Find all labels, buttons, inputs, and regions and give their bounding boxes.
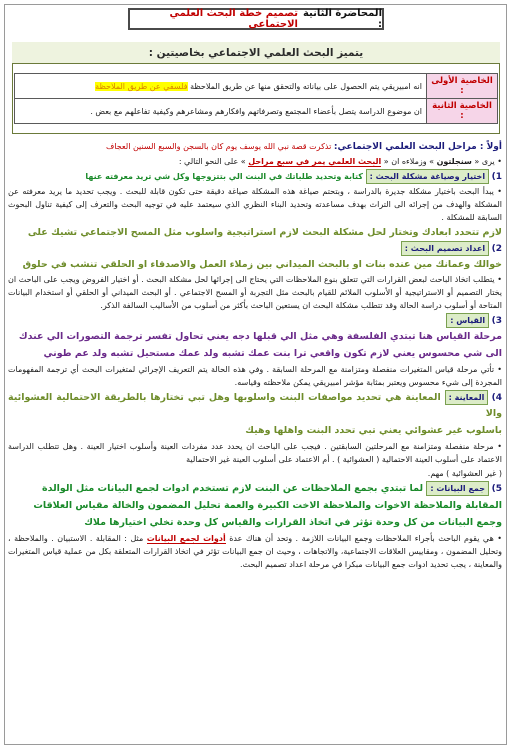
stage4-number: 4) (491, 393, 502, 403)
stages-intro-b: » وزملاءه ان « (381, 157, 437, 166)
stage5-text-emphasis: أدوات لجمع البيانات (146, 534, 226, 543)
stage1-text: • يبدأ البحث باختيار مشكلة جديرة بالدراسة ، وبتحتم صياغة هذه المشكلة صياغة دقيقة حتى تكون قابلة للبحث . ويجب تحديد ما يريد معرفته عن المشكلة والهدف من إجرائه الى التراث بهدف مساعدته وتحديد البناء النظري الذي سيعتمد عليه في توجيه البحث والتعرف إلى كيفية تناول البحوث السابقة للمشكلة . (8, 185, 502, 224)
stage4-overlay-1: المعاينة هي تحديد مواصفات البنت واسلوبها وهل تبي تختارها بالطريقة الاحتمالية العشوائية والا (8, 392, 502, 419)
stage2-number: 2) (491, 244, 502, 254)
stage3-overlay-2: الى شي محسوس يعني لازم تكون واقعي ترا بنت عمك تشبه ولد عمك مستحيل تشبه ولد عم طوني (43, 348, 502, 359)
stage1-number: 1) (491, 172, 502, 182)
stage5-overlay-1: لما تبتدي بجمع الملاحظات عن البنت لازم تستخدم ادوات لجمع البيانات مثل الوالدة (41, 483, 427, 494)
stages-heading: أولاً : مراحل البحث العلمي الاجتماعي: (333, 142, 502, 152)
stage3-number: 3) (491, 316, 502, 326)
stage2-text: • يتطلب اتخاذ الباحث لبعض القرارات التي تتعلق بنوع الملاحظات التي يحتاج الى إجرائها لحل مشكلة البحث . أو اختيار الفروض ويجب على الباحث ان يختار التصميم أو الاستراتيجية أو الأسلوب الملائم للقيام بالبحث مثل التجربة أو المسح الاجتماعي . أو البحث الميداني أو الحلقي أو استخدام البيانات المتاحة أو أسلوب دراسة الحالة وقد تتطلب مشكلة البحث ان يستعين الباحث بأكثر من أسلوب من الأساليب السالفة الذكر. (8, 273, 502, 312)
properties-table (14, 73, 498, 124)
stages-intro-a: يرى « (471, 157, 495, 166)
stage4-overlay-2: باسلوب غير عشوائي يعني تبي تحدد البنت واهلها وهيك (245, 425, 502, 436)
stage1-heading-line (8, 169, 502, 184)
stages-intro-c: » على النحو التالي : (178, 157, 249, 166)
stage3-overlay-1: مرحلة القياس هنا تبتدي الفلسفة وهي مثل الي قبلها دجه يعني تحاول تفسر ترجمة التصورات الي عندك (18, 331, 502, 342)
property-label-second: الخاصية الثانية : (427, 99, 498, 124)
property-row-second (15, 99, 498, 124)
property-text-first-a: انه امبيريقي يتم الحصول على بياناته والتحقق منها عن طريق الملاحظة (187, 81, 422, 91)
lecture-subject: تصميم خطة البحث العلمي الاجتماعي (169, 8, 298, 30)
stage5-heading-line (8, 481, 502, 497)
property-row-first (15, 74, 498, 99)
stage3-title: القياس : (446, 313, 489, 328)
stage3-heading-line (8, 313, 502, 328)
stage4-text-1: • مرحلة منفصلة ومتزامنة مع المرحلتين السابقتين . فيجب على الباحث ان يحدد عدد مفردات العينة وأسلوب اختيار العينة . وهل تتطلب الدراسة الاعتماد على أسلوب العينة الاحتمالية ( العشوائية ) . أم الاعتماد على أسلوب العينة غير الاحتمالية (8, 440, 502, 466)
properties-heading: يتميز البحث العلمي الاجتماعي بخاصيتين : (12, 42, 500, 64)
stage5-overlay-3: وجمع البيانات من كل وحدة تؤثر في اتخاذ القرارات والقياس كل وحدة تخلي اختيارها ملاك (84, 517, 502, 528)
stage5-number: 5) (491, 484, 502, 494)
stage4-text-2: ( غير العشوائية ) مهم. (427, 469, 502, 478)
stage1-title: اختيار وصياغة مشكلة البحث : (366, 169, 489, 184)
property-text-first-b: فلسفي عن طريق الملاحظة (95, 81, 188, 91)
stage5-text-a: هي يقوم الباحث بأجراء الملاحظات وجمع البيانات اللازمة . وتحد أن هناك عدة (225, 534, 494, 543)
property-label-first: الخاصية الأولى : (427, 74, 498, 99)
stages-note: تذكرت قصة نبي الله يوسف يوم كان بالسجن والسبع السنين العجاف (106, 142, 334, 151)
stages-heading-line (8, 140, 502, 154)
body-text (8, 140, 502, 744)
property-text-first (15, 74, 427, 99)
stages-intro-emphasis: البحث العلمي يمر في سبع مراحل (248, 157, 382, 166)
stage5-overlay-2: المقابلة والملاحظة الاخوات والملاحظة الاخت الكبيرة والعمة تحليل المضمون والخالة مقياس العلاقات (33, 500, 502, 511)
stage2-overlay-2: خوالك وعمانك مين عنده بنات او بالبحث الميداني بين زملاء العمل والاصدقاء او الحلقي تنشب في حلوق (22, 259, 502, 270)
stage5-title: جمع البيانات : (426, 481, 489, 496)
stage5-text-b: مثل : المقابلة . الاستبيان . والملاحظة ، وتحليل المضمون ، ومقاييس العلاقات الاجتماعية، والاتجاهات ، وحيث ان جمع البيانات تؤثر في اتخاذ القرارات المتعلقة بكل من عملية قياس المتغيرات والمعاينة ، يجب تحديد ادوات جمع البيانات مبكرا في مرحلة اعداد تصميم البحث. (8, 534, 502, 569)
lecture-number: المحاضرة الثانية : (302, 8, 382, 30)
property-text-second: ان موضوع الدراسة يتصل بأعضاء المجتمع وتصرفاتهم وافكارهم ومشاعرهم وكيفية تفاعلهم مع بعض . (15, 99, 427, 124)
lecture-title-box (128, 8, 384, 30)
stage2-heading-line (8, 241, 502, 256)
stage2-title: اعداد تصميم البحث : (401, 241, 489, 256)
stage1-note: كتابة وتحديد طلباتك في البنت الي بتتزوجها وكل شي تريد معرفته عنها (85, 172, 366, 181)
stage4-heading-line (8, 390, 502, 422)
stage5-text (8, 532, 502, 571)
stages-intro-name: سنجلتون (436, 157, 472, 166)
stage3-text: • تأتي مرحلة قياس المتغيرات منفصلة ومتزامنة مع المرحلة السابقة . وفي هذه الحالة يتم التعريف الإجرائي لمتغيرات البحث أي ترجمة المفهومات المجردة إلى شيء محسوس ويعتبر بمثابة مؤشر امبيريقي يمكن ملاحظته وقياسه. (8, 363, 502, 389)
stages-intro (8, 155, 502, 168)
stage4-title: المعاينة : (445, 390, 489, 405)
stage2-overlay-1: لازم تتحدد ابعادك وتختار لحل مشكلة البحث لازم استراتيجية واسلوب مثل المسح الاجتماعي تشيك على (27, 227, 502, 238)
